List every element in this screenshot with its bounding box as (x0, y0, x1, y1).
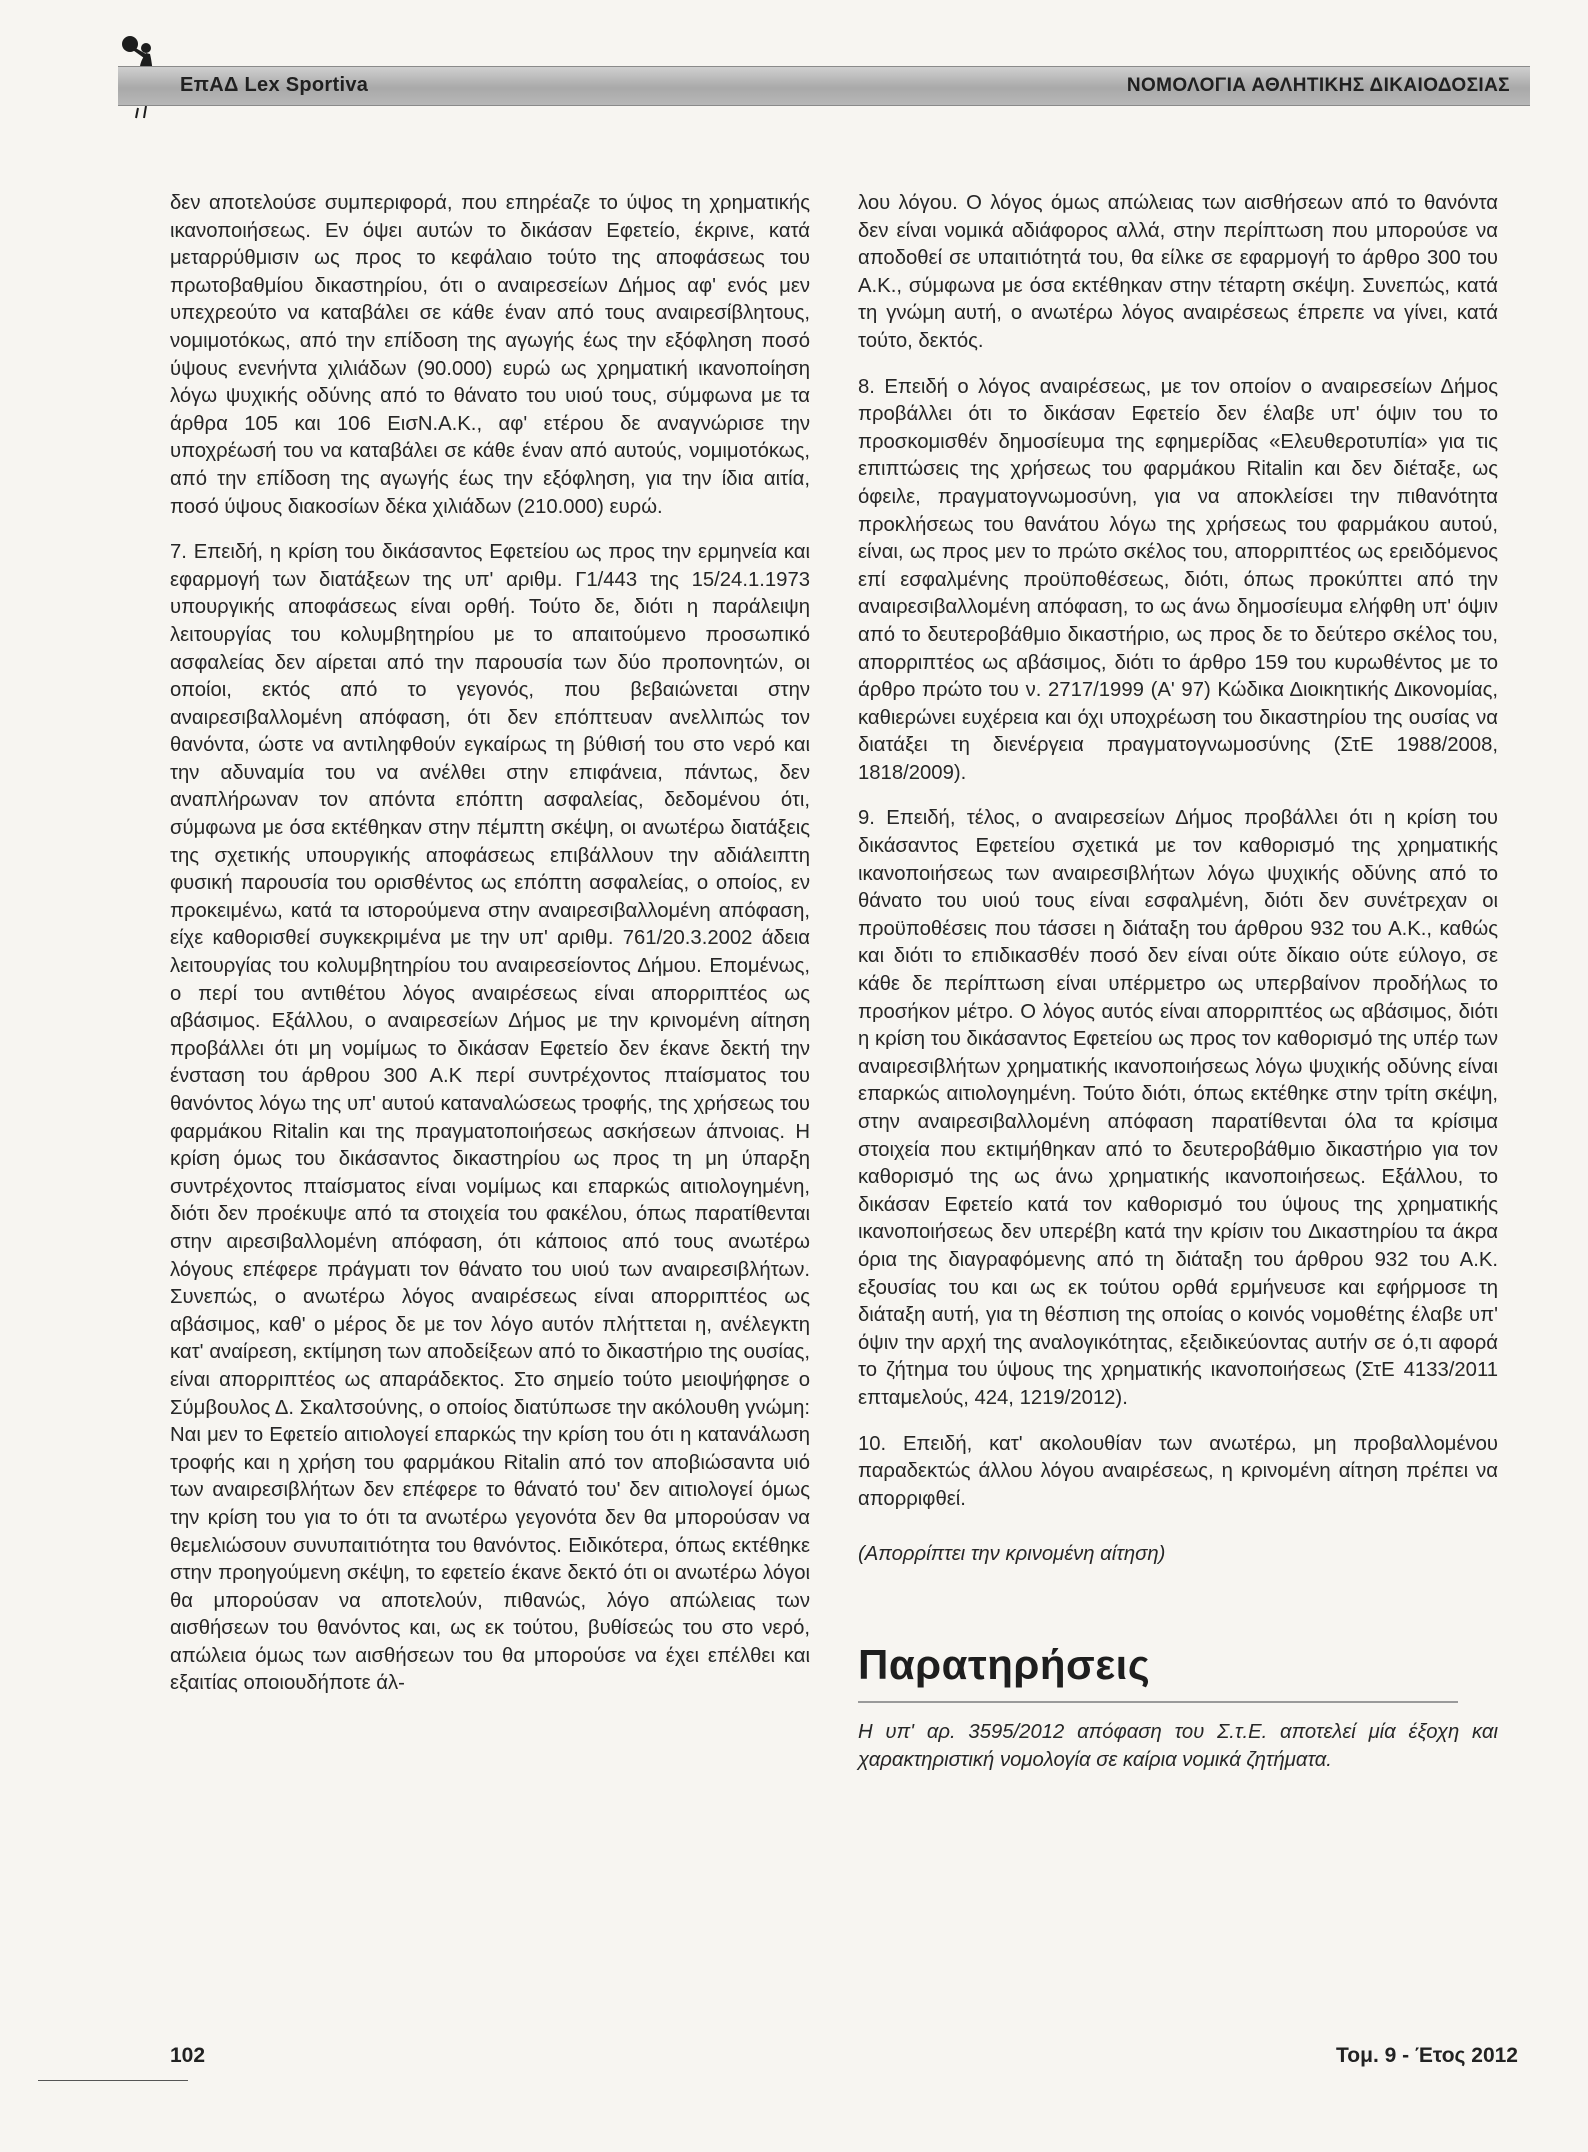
right-column (858, 190, 1498, 1792)
page-number: 102 (170, 2044, 206, 2067)
divider (38, 2080, 188, 2081)
paragraph: λου λόγου. Ο λόγος όμως απώλειας των αισθήσεων από το θανόντα δεν είναι νομικά αδιάφορος αλλά, στην περίπτωση που μπορούσε να αποδοθεί σε υπαιτιότητά του, θα είλκε σε εφαρμογή το άρθρο 300 του Α.Κ., σύμφωνα με όσα εκτέθηκαν στην τέταρτη σκέψη. Συνεπώς, κατά τη γνώμη αυτή, ο ανωτέρω λόγος αναιρέσεως έπρεπε να γίνει, κατά τούτο, δεκτός. (858, 192, 1498, 352)
section-title: ΝΟΜΟΛΟΓΙΑ ΑΘΛΗΤΙΚΗΣ ΔΙΚΑΙΟΔΟΣΙΑΣ (1126, 75, 1510, 96)
paragraph: 7. Επειδή, η κρίση του δικάσαντος Εφετείου ως προς την ερμηνεία και εφαρμογή των διατάξεων της υπ' αριθμ. Γ1/443 της 15/24.1.1973 υπουργικής αποφάσεως είναι ορθή. Τούτο δε, διότι η παράλειψη λειτουργίας του κολυμβητηρίου με το απαιτούμενο προσωπικό ασφαλείας δεν αίρεται από την παρουσία των δύο προπονητών, οι οποίοι, εκτός από το γεγονός, που βεβαιώνεται στην αναιρεσιβαλλομένη απόφαση, ότι δεν επόπτευαν ανελλιπώς τον θανόντα, ώστε να αντιληφθούν εγκαίρως τη βύθισή του στο νερό και την αδυναμία του να ανέλθει στην επιφάνεια, πάντως, δεν αναπλήρωναν τον απόντα επόπτη ασφαλείας, δεδομένου ότι, σύμφωνα με όσα εκτέθηκαν στην πέμπτη σκέψη, οι ανωτέρω διατάξεις της σχετικής υπουργικής αποφάσεως επιβάλλουν την αδιάλειπτη φυσική παρουσία του ορισθέντος ως επόπτη ασφαλείας, ο οποίος, εν προκειμένω, κατά τα ιστορούμενα στην αναιρεσιβαλλομένη απόφαση, είχε καθορισθεί συγκεκριμένα με την υπ' αριθμ. 761/20.3.2002 άδεια λειτουργίας του κολυμβητηρίου του αναιρεσείοντος Δήμου. Επομένως, ο περί του αντιθέτου λόγος αναιρέσεως είναι απορριπτέος ως αβάσιμος. Εξάλλου, ο αναιρεσείων Δήμος με την κρινομένη αίτηση προβάλλει ότι μη νομίμως το δικάσαν Εφετείο δεν έκανε δεκτή την ένσταση του άρθρου 300 Α.Κ περί συντρέχοντος πταίσματος του θανόντος λόγω της υπ' αυτού καταναλώσεως τροφής, της χρήσεως του φαρμάκου Ritalin και της πραγματοποιήσεως ασκήσεων άπνοιας. Η κρίση όμως του δικάσαντος δικαστηρίου ως προς τη μη ύπαρξη συντρέχοντος πταίσματος είναι νομίμως και επαρκώς αιτιολογημένη, διότι δεν προέκυψε από τα στοιχεία του φακέλου, όπως παρατίθενται στην αιρεσιβαλλομένη απόφαση, ότι κάποιος από τους ανωτέρω λόγους επέφερε πράγματι τον θάνατο του υιού των αναιρεσιβλήτων. Συνεπώς, ο ανωτέρω λόγος αναιρέσεως είναι απορριπτέος ως αβάσιμος, καθ' ο μέρος δε με τον λόγο αυτόν πλήττεται η, ανέλεγκτη κατ' αναίρεση, εκτίμηση των αποδείξεων από το δικαστήριο της ουσίας, είναι απορριπτέος ως απαράδεκτος. Στο σημείο τούτο μειοψήφησε ο Σύμβουλος Δ. Σκαλτσούνης, ο οποίος διατύπωσε την ακόλουθη γνώμη: Ναι μεν το Εφετείο αιτιολογεί επαρκώς την κρίση του ότι η κατανάλωση τροφής και η χρήση του φαρμάκου Ritalin από τον αποβιώσαντα υιό των αναιρεσιβλήτων δεν επέφερε το θάνατό του' δεν αιτιολογεί όμως την κρίση του για το ότι τα ανωτέρω γεγονότα δεν θα μπορούσαν να θεμελιώσουν συνυπαιτιότητα του θανόντος. Ειδικότερα, όπως εκτέθηκε στην προηγούμενη σκέψη, το εφετείο έκανε δεκτό ότι οι ανωτέρω λόγοι θα μπορούσαν να αποτελούν, πιθανώς, λόγο απώλειας των αισθήσεων του θανόντος και, ως εκ τούτου, βυθίσεώς του στο νερό, απώλεια όμως των αισθήσεων του θα μπορούσε να έχει επέλθει και εξαιτίας οποιουδήποτε άλ- (170, 541, 810, 1695)
divider (858, 1701, 1458, 1703)
page-header-bar (118, 66, 1530, 106)
verdict: (Απορρίπτει την κρινομένη αίτηση) (858, 1543, 1166, 1566)
paragraph: 10. Επειδή, κατ' ακολουθίαν των ανωτέρω, μη προβαλλομένου παραδεκτώς άλλου λόγου αναιρέσεως, η κρινομένη αίτηση πρέπει να απορριφθεί. (858, 1432, 1498, 1510)
observations-text: Η υπ' αρ. 3595/2012 απόφαση του Σ.τ.Ε. αποτελεί μία έξοχη και χαρακτηριστική νομολογία σε καίρια νομικά ζητήματα. (858, 1720, 1498, 1771)
paragraph: δεν αποτελούσε συμπεριφορά, που επηρέαζε το ύψος τη χρηματικής ικανοποιήσεως. Εν όψει αυτών το δικάσαν Εφετείο, έκρινε, κατά μεταρρύθμισιν ως προς το κεφάλαιο τούτο της αποφάσεως του πρωτοβαθμίου δικαστηρίου, ότι ο αναιρεσείων Δήμος αφ' ενός μεν υπεχρεούτο να καταβάλει σε κάθε έναν από τους αναιρεσίβλητους, νομιμοτόκως, από την επίδοση της αγωγής έως την εξόφληση ποσό ύψους ενενήντα χιλιάδων (90.000) ευρώ ως χρηματική ικανοποίηση λόγω ψυχικής οδύνης από το θάνατο του υιού τους, σύμφωνα με τα άρθρα 105 και 106 ΕισΝ.Α.Κ., αφ' ετέρου δε αναγνώρισε την υποχρέωσή του να καταβάλει σε κάθε έναν από αυτούς, νομιμοτόκως, από την επίδοση της αγωγής έως την εξόφληση, για την ίδια αιτία, ποσό ύψους διακοσίων δέκα χιλιάδων (210.000) ευρώ. (170, 192, 810, 518)
observations-title: Παρατηρήσεις (858, 1640, 1151, 1688)
paragraph: 8. Επειδή ο λόγος αναιρέσεως, με τον οποίον ο αναιρεσείων Δήμος προβάλλει ότι το δικάσαν Εφετείο δεν έλαβε υπ' όψιν του το προσκομισθέν δημοσίευμα της εφημερίδας «Ελευθεροτυπία» για τις επιπτώσεις της χρήσεως του φαρμάκου Ritalin και δεν διέταξε, ως όφειλε, πραγματογνωμοσύνη, για να αποκλείσει την πιθανότητα προκλήσεως του θανάτου λόγω της χρήσεως του φαρμάκου αυτού, είναι, ως προς μεν το πρώτο σκέλος του, απορριπτέος ως ερειδόμενος επί εσφαλμένης προϋποθέσεως, διότι, όπως προκύπτει από την αναιρεσιβαλλομένη απόφαση, το ως άνω δημοσίευμα ελήφθη υπ' όψιν από το δευτεροβάθμιο δικαστήριο, ως προς δε το δεύτερο σκέλος του, απορριπτέος ως αβάσιμος, διότι το άρθρο 159 του κυρωθέντος με το άρθρο πρώτο του ν. 2717/1999 (Α' 97) Κώδικα Διοικητικής Δικονομίας, καθιερώνει ευχέρεια και όχι υποχρέωση του δικαστηρίου της ουσίας να διατάξει τη διενέργεια πραγματογνωμοσύνης (ΣτΕ 1988/2008, 1818/2009). (858, 375, 1498, 784)
paragraph: 9. Επειδή, τέλος, ο αναιρεσείων Δήμος προβάλλει ότι η κρίση του δικάσαντος Εφετείου σχετικά με τον καθορισμό της χρηματικής ικανοποιήσεως των αναιρεσιβλήτων λόγω ψυχικής οδύνης από το θάνατο του υιού τους είναι εσφαλμένη, διότι δεν συνέτρεχαν οι προϋποθέσεις που τάσσει η διάταξη του άρθρου 932 του Α.Κ., καθώς και διότι το επιδικασθέν ποσό δεν είναι ούτε δίκαιο ούτε εύλογο, σε κάθε δε περίπτωση είναι υπέρμετρο ως υπερβαίνον προδήλως το προσήκον μέτρο. Ο λόγος αυτός είναι απορριπτέος ως αβάσιμος, διότι η κρίση του δικάσαντος Εφετείου ως προς τον καθορισμό της υπέρ των αναιρεσιβλήτων χρηματικής ικανοποιήσεως λόγω ψυχικής οδύνης είναι επαρκώς αιτιολογημένη. Τούτο διότι, όπως εκτέθηκε στην τρίτη σκέψη, στην αναιρεσιβαλλομένη απόφαση παρατίθενται όλα τα κρίσιμα στοιχεία που εκτιμήθηκαν από το δευτεροβάθμιο δικαστήριο για τον καθορισμό της ως άνω χρηματικής ικανοποιήσεως. Εξάλλου, το δικάσαν Εφετείο κατά τον καθορισμό του ύψους της χρηματικής ικανοποιήσεως δεν υπερέβη κατά την κρίσιν του Δικαστηρίου τα άκρα όρια της διαγραφόμενης από τη διάταξη του άρθρου 932 του Α.Κ. εξουσίας του και ως εκ τούτου ορθά ερμήνευσε και εφήρμοσε τη διάταξη αυτή, για τη θέσπιση της οποίας ο κοινός νομοθέτης έλαβε υπ' όψιν την αρχή της αναλογικότητας, εξειδικεύοντας αυτήν σε ό,τι αφορά το ζήτημα του ύψους της χρηματικής ικανοποιήσεως (ΣτΕ 4133/2011 επταμελούς, 424, 1219/2012). (858, 807, 1498, 1409)
journal-name: ΕπΑΔ Lex Sportiva (180, 74, 369, 96)
left-column (170, 190, 810, 1716)
volume-year: Τομ. 9 - Έτος 2012 (1336, 2044, 1518, 2067)
